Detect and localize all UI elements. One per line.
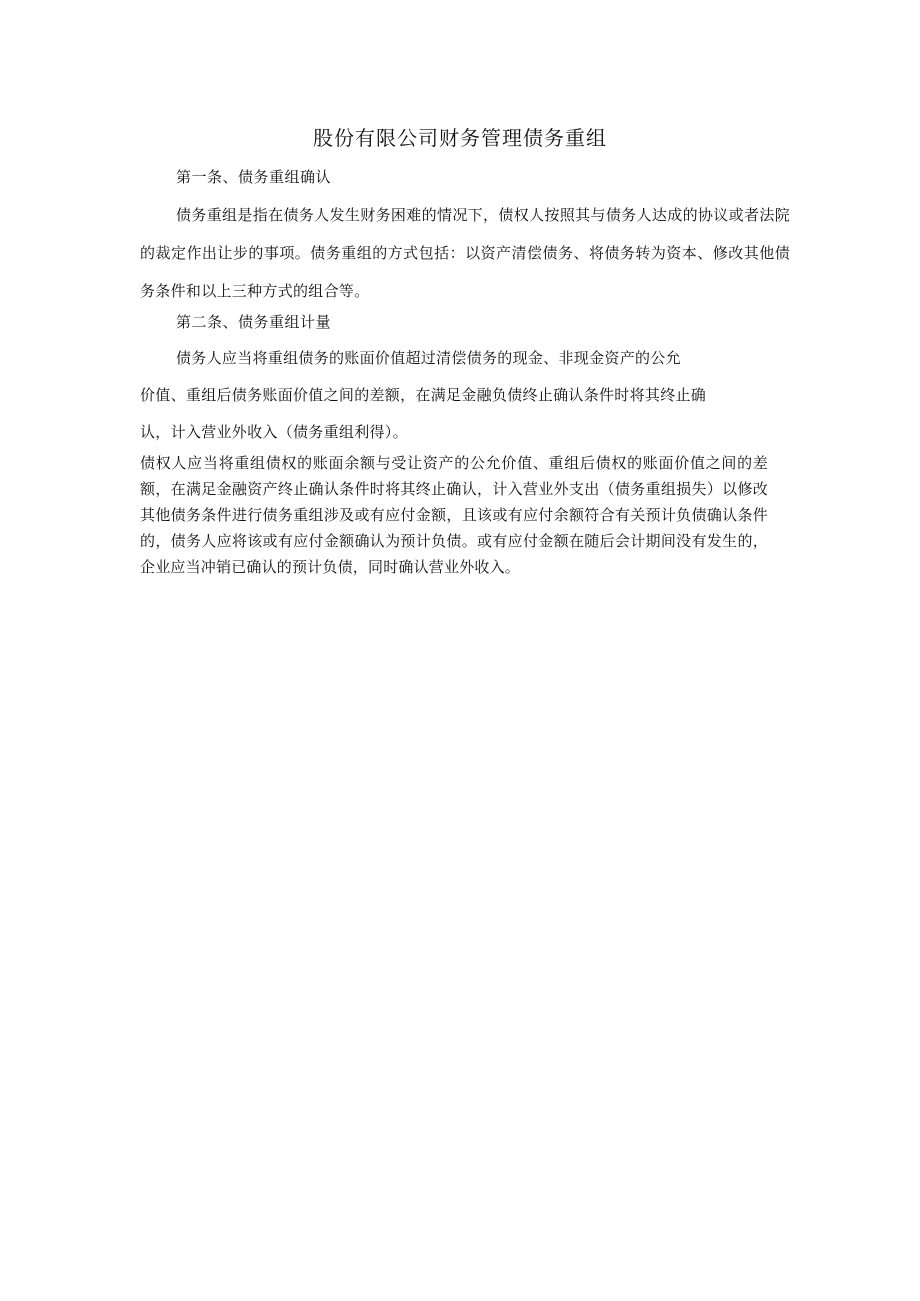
- debtor-line-2: 价值、重组后债务账面价值之间的差额，在满足金融负债终止确认条件时将其终止确: [140, 386, 707, 404]
- debtor-line-3: 认，计入营业外收入（债务重组利得）。: [140, 423, 408, 441]
- creditor-paragraph: 债权人应当将重组债权的账面余额与受让资产的公允价值、重组后债权的账面价值之间的差额，在满足金融资产终止确认条件时将其终止确认，计入营业外支出（债务重组损失）以修改其他债务条件进行债务重组涉及或有应付金额，且该或有应付余额符合有关预计负债确认条件的，债务人应将该或有应付金额确认为预计负债。或有应付金额在随后会计期间没有发生的，企业应当冲销已确认的预计负债，同时确认营业外收入。: [140, 454, 768, 576]
- section-heading-1: 第一条、债务重组确认: [176, 168, 332, 186]
- section-1-body: 债务重组是指在债务人发生财务困难的情况下，债权人按照其与债务人达成的协议或者法院的裁定作出让步的事项。债务重组的方式包括：以资产清偿债务、将债务转为资本、修改其他债务条件和以上三种方式的组合等。: [140, 206, 790, 300]
- debtor-line-1: 债务人应当将重组债务的账面价值超过清偿债务的现金、非现金资产的公允: [176, 349, 681, 367]
- section-heading-2: 第二条、债务重组计量: [176, 313, 332, 331]
- document-title: 股份有限公司财务管理债务重组: [313, 126, 607, 150]
